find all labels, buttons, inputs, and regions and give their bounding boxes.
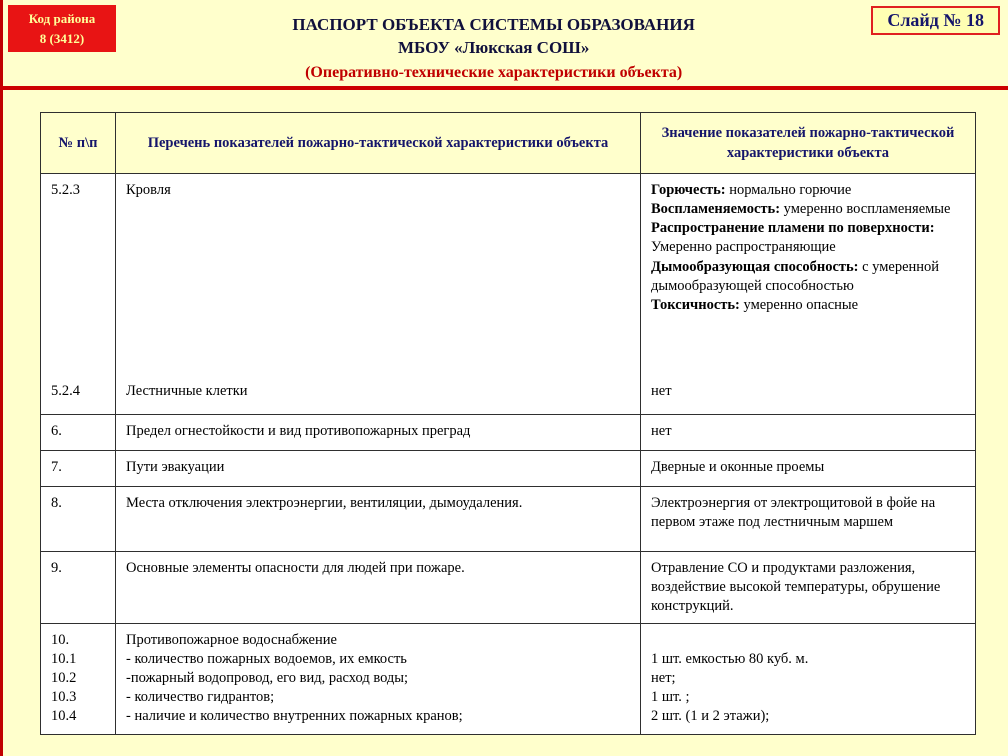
indicator-cell <box>116 624 641 735</box>
num-cell <box>41 415 116 451</box>
roof-property-value: умеренно воспламеняемые <box>780 201 951 218</box>
roof-property-line <box>651 238 965 257</box>
indicator-text: -пожарный водопровод, его вид, расход воды; <box>126 670 409 687</box>
roof-property-value: нормально горючие <box>725 182 852 198</box>
indicator-cell <box>116 487 641 552</box>
col-header-indicator: Перечень показателей пожарно-тактической характеристики объекта <box>116 113 641 174</box>
value-text: 2 шт. (1 и 2 этажи); <box>651 708 770 725</box>
row-number: 10. <box>51 632 70 649</box>
row-number: 10.1 <box>51 651 77 668</box>
num-cell <box>41 487 116 552</box>
roof-property-line <box>651 181 965 200</box>
row-number: 10.4 <box>51 708 77 725</box>
value-text: 1 шт. ; <box>651 689 690 706</box>
roof-property-value: с умеренной дымообразующей способностью <box>651 258 940 294</box>
indicator-cell <box>116 174 641 415</box>
row-number: 5.2.4 <box>51 383 80 399</box>
slide-header <box>0 0 1008 81</box>
row-number: 7. <box>51 459 62 475</box>
indicator-text: - количество пожарных водоемов, их емкость <box>126 651 407 668</box>
table-row-power-shutoff <box>41 487 976 552</box>
indicator-cell <box>116 552 641 624</box>
num-cell <box>41 552 116 624</box>
roof-property-label: Воспламеняемость: <box>651 201 781 218</box>
table-row-evacuation <box>41 451 976 487</box>
page-title-line3: (Оперативно-технические характеристики объекта) <box>305 63 683 81</box>
table-header-row <box>41 113 976 174</box>
num-cell <box>41 451 116 487</box>
district-code-label: Код района <box>28 11 96 26</box>
col-header-value: Значение показателей пожарно-тактической характеристики объекта <box>641 113 976 174</box>
roof-property-line <box>651 258 965 296</box>
indicator-text: Предел огнестойкости и вид противопожарных преград <box>126 423 471 439</box>
roof-property-line <box>651 296 965 315</box>
page-title-line2: МБОУ «Люкская СОШ» <box>397 37 590 57</box>
table-area <box>40 112 976 735</box>
value-text: нет; <box>651 670 676 687</box>
table-row-fire-resistance <box>41 415 976 451</box>
fire-characteristics-table <box>40 112 976 735</box>
value-text: Электроэнергия от электрощитовой в фойе на первом этаже под лестничным маршем <box>651 495 936 531</box>
indicator-text: Места отключения электроэнергии, вентиляции, дымоудаления. <box>126 495 523 511</box>
row-number: 9. <box>51 560 62 576</box>
roof-property-line <box>651 200 965 219</box>
roof-property-value: умеренно опасные <box>739 296 859 313</box>
value-text <box>651 631 965 650</box>
value-cell <box>641 174 976 415</box>
left-red-stripe <box>0 0 3 756</box>
slide-number-badge: Слайд № 18 <box>871 6 1000 35</box>
num-cell <box>41 174 116 415</box>
roof-property-line <box>651 219 965 238</box>
value-text: нет <box>651 423 672 439</box>
indicator-text: Противопожарное водоснабжение <box>126 632 337 649</box>
row-number: 10.2 <box>51 670 77 687</box>
row-number: 5.2.3 <box>51 182 80 198</box>
value-cell <box>641 487 976 552</box>
indicator-staircases: Лестничные клетки <box>126 383 248 399</box>
value-text: Дверные и оконные проемы <box>651 459 825 475</box>
value-cell <box>641 451 976 487</box>
row-number: 8. <box>51 495 62 511</box>
col-header-num: № п\п <box>41 113 116 174</box>
district-code-box <box>8 5 116 52</box>
district-code-value: 8 (3412) <box>39 30 85 46</box>
row-number: 6. <box>51 423 62 439</box>
value-text: Отравление СО и продуктами разложения, воздействие высокой температуры, обрушение конструкций. <box>651 560 941 615</box>
roof-property-value: Умеренно распространяющие <box>651 239 836 256</box>
title-block <box>116 5 871 83</box>
indicator-text: - количество гидрантов; <box>126 689 275 706</box>
table-row-water-supply <box>41 624 976 735</box>
indicator-text: - наличие и количество внутренних пожарных кранов; <box>126 708 463 725</box>
staircases-value: нет <box>651 383 672 399</box>
indicator-text: Пути эвакуации <box>126 459 225 475</box>
value-cell <box>641 415 976 451</box>
row-number: 10.3 <box>51 689 77 706</box>
red-divider <box>0 86 1008 90</box>
roof-property-label: Токсичность: <box>651 296 740 313</box>
roof-property-label: Горючесть: <box>651 182 726 198</box>
indicator-cell <box>116 415 641 451</box>
num-cell <box>41 624 116 735</box>
indicator-text: Основные элементы опасности для людей при пожаре. <box>126 560 465 576</box>
value-cell <box>641 624 976 735</box>
roof-property-label: Распространение пламени по поверхности: <box>651 220 935 237</box>
table-row-roof-stairs <box>41 174 976 415</box>
table-row-fire-hazards <box>41 552 976 624</box>
indicator-roof: Кровля <box>126 182 171 198</box>
indicator-cell <box>116 451 641 487</box>
roof-property-label: Дымообразующая способность: <box>651 258 859 275</box>
page-title-line1: ПАСПОРТ ОБЪЕКТА СИСТЕМЫ ОБРАЗОВАНИЯ <box>292 15 695 34</box>
value-cell <box>641 552 976 624</box>
value-text: 1 шт. емкостью 80 куб. м. <box>651 651 809 668</box>
